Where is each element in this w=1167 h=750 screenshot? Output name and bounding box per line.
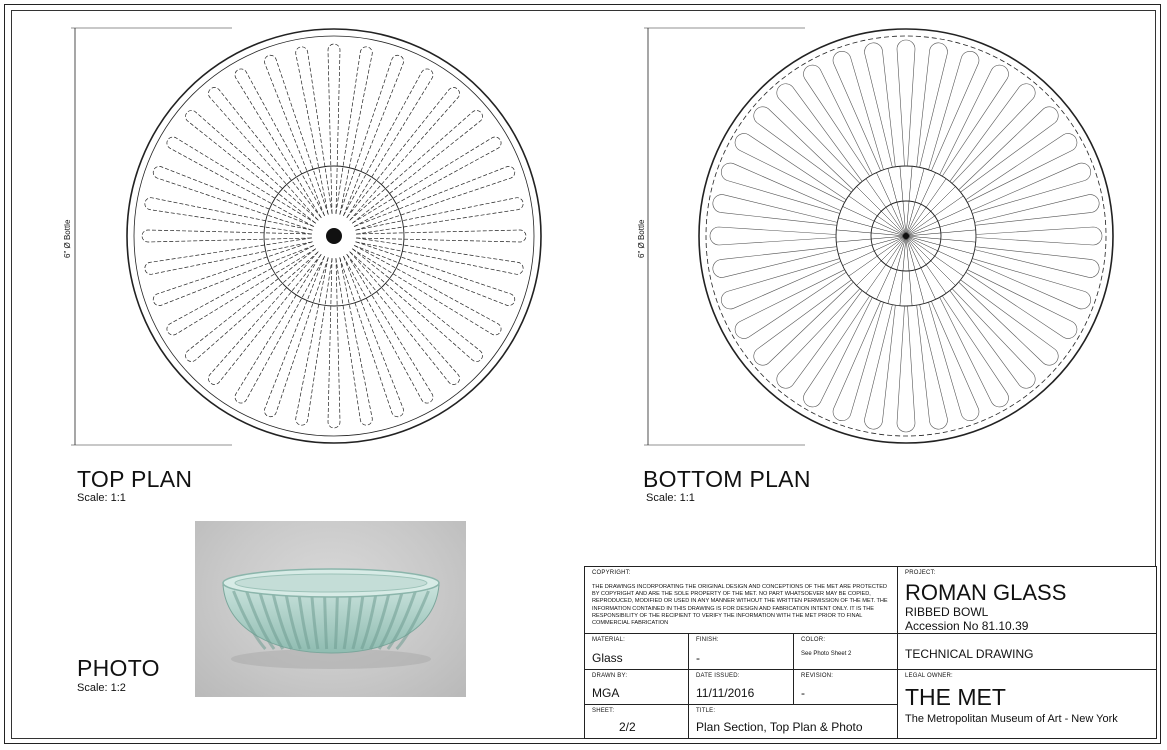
copyright-text: THE DRAWINGS INCORPORATING THE ORIGINAL DESIGN AND CONCEPTIONS OF THE MET ARE PROTECTED BY COPYRIGHT AND ARE THE SOLE PROPERTY OF THE MET. NO PART WHATSOEVER MAY BE COPIED, REPRODUCED, MODIFIED OR USED IN ANY MANNER WITHOUT THE WRITTEN PERMISSION OF THE MET. THE INFORMATION CONTAINED IN THIS DRAWING IS FOR DESIGN AND FABRICATION INTENT ONLY. IT IS THE RESPONSIBILITY OF THE RECIPIENT TO VERIFY THE INFORMATION WITH THE MET PRIOR TO FINAL COMMERCIAL FABRICATION [592, 584, 888, 627]
top-rib [355, 198, 523, 234]
top-rib [343, 254, 433, 403]
top-rib [142, 230, 312, 242]
top-plan-title: TOP PLAN [77, 466, 193, 492]
finish-caption: FINISH: [696, 637, 719, 643]
color-cell [794, 634, 898, 670]
drawn-by-cell [585, 670, 689, 705]
top-rib [354, 166, 515, 230]
bottom-plan-dimension-label: 6" Ø Bottle [637, 219, 646, 258]
bottom-plan-scale: Scale: 1:1 [646, 492, 695, 504]
revision-cell [794, 670, 898, 705]
bowl-photo [195, 521, 466, 697]
top-rib [264, 55, 328, 216]
drawn-by-value: MGA [592, 686, 620, 700]
bottom-rib [897, 306, 915, 432]
top-rib [145, 198, 313, 234]
top-rib [347, 88, 460, 221]
bottom-spoke [876, 173, 906, 236]
bottom-rib [940, 65, 1009, 176]
bottom-spoke [906, 173, 936, 236]
bottom-spoke [906, 236, 955, 285]
bottom-rib [710, 227, 836, 245]
project-caption: PROJECT: [905, 570, 936, 576]
top-rib [356, 230, 526, 242]
legal-owner-cell [898, 670, 1156, 738]
legal-owner-full: The Metropolitan Museum of Art - New York [905, 713, 1118, 725]
top-rib [208, 88, 321, 221]
material-value: Glass [592, 651, 623, 665]
top-rib [186, 249, 319, 362]
sheet-cell [585, 705, 689, 738]
top-rib [340, 55, 404, 216]
top-rib [352, 245, 501, 335]
top-rib [355, 238, 523, 274]
project-subtitle: RIBBED BOWL [905, 605, 989, 619]
drawing-type-cell [898, 634, 1156, 670]
color-value: See Photo Sheet 2 [801, 651, 852, 657]
finish-cell [689, 634, 794, 670]
top-rib [350, 249, 483, 362]
bottom-spoke [876, 236, 906, 299]
bottom-plan-title: BOTTOM PLAN [643, 466, 811, 492]
date-issued-value: 11/11/2016 [696, 686, 755, 700]
top-rib [145, 238, 313, 274]
top-plan-scale: Scale: 1:1 [77, 492, 126, 504]
project-name: ROMAN GLASS [905, 580, 1067, 605]
bottom-spoke [843, 206, 906, 236]
bottom-spoke [906, 236, 936, 299]
drawn-by-caption: DRAWN BY: [592, 673, 628, 679]
bottom-spoke [857, 236, 906, 285]
photo-scale: Scale: 1:2 [77, 682, 126, 694]
top-rib [235, 254, 325, 403]
top-rib [235, 69, 325, 218]
top-rib [340, 256, 404, 417]
bottom-rib [976, 227, 1102, 245]
title-caption: TITLE: [696, 708, 716, 714]
top-rib [328, 44, 340, 214]
color-caption: COLOR: [801, 637, 826, 643]
bottom-rib [865, 305, 896, 429]
bottom-spoke [906, 187, 955, 236]
material-cell [585, 634, 689, 670]
legal-owner-caption: LEGAL OWNER: [905, 673, 953, 679]
bottom-rib [735, 270, 846, 339]
bottom-rib [966, 270, 1077, 339]
dimension-lines [71, 28, 805, 445]
bottom-rib [966, 134, 1077, 203]
copyright-cell [585, 567, 898, 634]
material-caption: MATERIAL: [592, 637, 626, 643]
revision-caption: REVISION: [801, 673, 834, 679]
bottom-rib [975, 195, 1099, 226]
bottom-plan-drawing [699, 29, 1113, 443]
bottom-spoke [906, 206, 969, 236]
bottom-rib [803, 65, 872, 176]
top-rib [264, 256, 328, 417]
photo-title: PHOTO [77, 655, 160, 681]
bottom-rib [917, 305, 948, 429]
top-plan-dimension-label: 6" Ø Bottle [63, 219, 72, 258]
bottom-spoke [857, 187, 906, 236]
top-rib [354, 242, 515, 306]
top-rib [167, 137, 316, 227]
bottom-rib [897, 40, 915, 166]
bottom-rib [940, 296, 1009, 407]
bottom-rib [804, 296, 873, 407]
top-rib [343, 69, 433, 218]
top-rib [153, 166, 314, 230]
top-plan-drawing [127, 29, 541, 443]
legal-owner-name: THE MET [905, 684, 1006, 710]
bottom-rib [713, 195, 837, 226]
top-rib [347, 252, 460, 385]
bottom-rib [917, 43, 948, 167]
title-cell [689, 705, 898, 738]
finish-value: - [696, 651, 700, 665]
drawing-type: TECHNICAL DRAWING [905, 647, 1034, 661]
top-rib [336, 257, 372, 425]
revision-value: - [801, 686, 805, 700]
bottom-rib [865, 43, 896, 167]
bottom-rib [975, 247, 1099, 278]
title-value: Plan Section, Top Plan & Photo [696, 720, 863, 734]
sheet-caption: SHEET: [592, 708, 615, 714]
top-center-hub [326, 228, 342, 244]
top-rib [186, 110, 319, 223]
bottom-spoke [843, 236, 906, 266]
bottom-rib [713, 247, 837, 278]
bottom-rib [735, 133, 846, 202]
top-rib [167, 245, 316, 335]
ribbed-bowl-image [195, 521, 466, 697]
top-rib [336, 47, 372, 215]
top-rib [296, 257, 332, 425]
top-rib [352, 137, 501, 227]
top-rib [328, 258, 340, 428]
accession-number: Accession No 81.10.39 [905, 619, 1029, 633]
copyright-caption: COPYRIGHT: [592, 570, 631, 576]
bottom-center-hub [903, 233, 909, 239]
title-block [584, 566, 1157, 739]
top-rib [153, 242, 314, 306]
bottom-spoke [906, 236, 969, 266]
top-rib [350, 110, 483, 223]
date-issued-caption: DATE ISSUED: [696, 673, 740, 679]
project-cell [898, 567, 1156, 634]
top-rib [208, 252, 321, 385]
sheet-value: 2/2 [619, 720, 636, 734]
top-rib [296, 47, 332, 215]
date-issued-cell [689, 670, 794, 705]
